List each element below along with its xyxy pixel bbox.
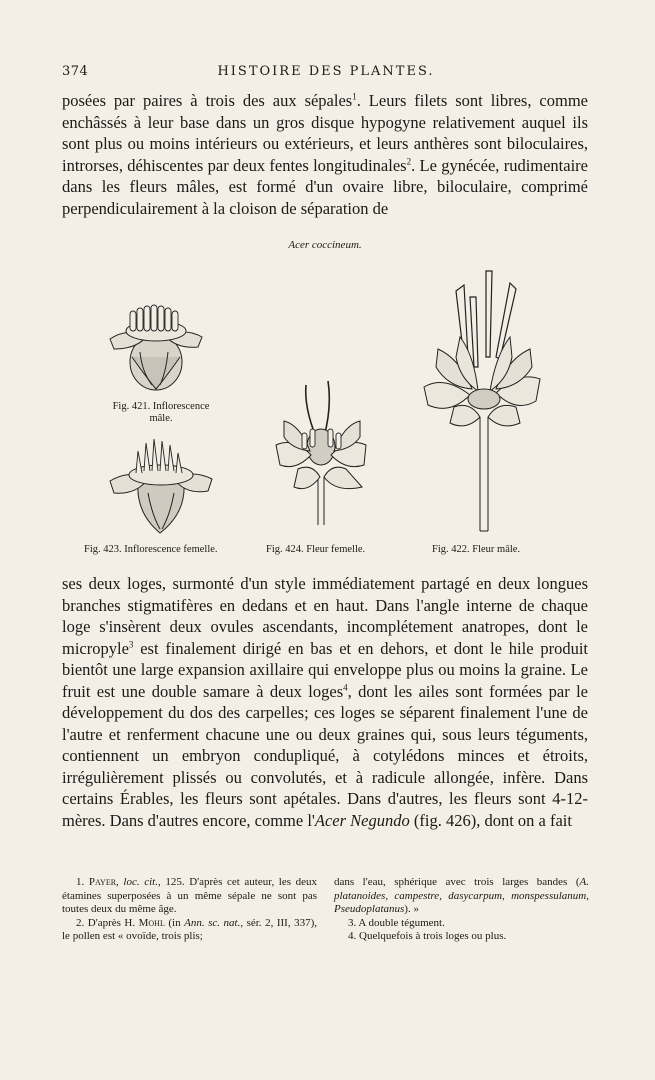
footnote-4 [334, 930, 589, 944]
footnote-text: dans l'eau, sphérique avec trois larges bandes ( [334, 876, 580, 888]
page-header [62, 64, 590, 84]
footnote-author: Mohl [138, 916, 165, 929]
footnote-number: 4. [348, 930, 357, 942]
fig423-caption: Fig. 423. Inflorescence femelle. [84, 544, 218, 555]
footnote-species: A. platanoides, campestre, dasycarpum, monspessulanum, Pseudoplatanus [334, 876, 589, 915]
footnote-number: 1. [76, 876, 85, 888]
footnote-2 [62, 917, 317, 944]
footnote-3 [334, 917, 589, 931]
text-segment: . Leurs filets sont libres, comme enchâssés à leur base dans un gros disque hypogyne relativement auquel ils sont plus ou moins intérieurs ou extérieurs, et leurs anthères sont biloculaires, introrses, déhiscentes par deux fentes longitudinales [62, 91, 588, 175]
footnote-text: , sér. 2, III, 337), le pollen est « ovoïde, trois plis; [62, 916, 317, 942]
footnote-text: ). » [404, 903, 419, 915]
footnote-ref: 1 [352, 91, 357, 102]
text-segment: , dont les ailes sont formées par le développement du dos des carpelles; ces loges se séparent finalement l'une de l'autre et renferment chacune une ou deux graines qui, sous leurs téguments, contiennent un embryon condupliqué, à cotylédons minces et étroits, irrégulièrement plissés ou convolutés, et à radicule allongée, infère. Dans certains Érables, les fleurs sont apétales. Dans d'autres, les fleurs sont 4-12-mères. Dans d'autres encore, comme l' [62, 681, 588, 830]
footnote-text: A double tégument. [358, 916, 445, 929]
text-segment: ses deux loges, surmonté d'un style immédiatement partagé en deux longues branches stigmatifères en dedans et en haut. Dans l'angle interne de chaque loge s'insèrent deux ovules ascendants, incomplétement anatropes, dont le micropyle [62, 574, 588, 658]
body-paragraph-top [62, 90, 588, 219]
caption-line: mâle. [149, 413, 173, 424]
footnote-text: Quelquefois à trois loges ou plus. [359, 930, 507, 942]
fig422-caption: Fig. 422. Fleur mâle. [432, 544, 521, 555]
fig424-caption: Fig. 424. Fleur femelle. [266, 544, 366, 555]
footnote-journal: Ann. sc. nat. [184, 916, 241, 929]
fig422-male-flower-illustration [420, 267, 544, 537]
running-title: HISTOIRE DES PLANTES. [217, 64, 435, 79]
footnote-ref: 4 [343, 682, 348, 692]
footnotes-left-column [62, 876, 317, 944]
footnote-1: 1. Payer, loc. cit., 125. D'après cet auteur, les deux étamines superposées à un même sépale ne sont pas toutes deux du même âge. [62, 876, 318, 915]
page-number: 374 [62, 64, 89, 79]
text-segment: . Le gynécée, rudimentaire dans les fleurs mâles, est formé d'un ovaire libre, biloculaire, comprimé perpendiculairement à la cloison de séparation de [62, 155, 588, 218]
fig423-female-inflorescence-illustration [108, 433, 214, 535]
text-segment: est finalement dirigé en bas et en dehors, et dont le hile produit bientôt une large expansion axillaire qui enveloppe plus ou moins la graine. Le fruit est une double samare à deux loges [62, 638, 588, 701]
footnote-2-continued [334, 876, 589, 917]
figure-title: Acer coccineum. [288, 239, 362, 251]
species-name: Acer Negundo [314, 810, 410, 830]
footnotes-right-column [334, 876, 589, 944]
fig421-caption [106, 401, 216, 425]
footnote-ref: 2 [406, 156, 412, 166]
botanical-figure [62, 255, 588, 555]
text-segment: posées par paires à trois des aux sépales [62, 91, 353, 110]
fig424-female-flower-illustration [266, 377, 378, 527]
footnote-number: 2. [76, 916, 85, 929]
footnote-author: Payer [88, 876, 117, 888]
footnote-number: 3. [348, 916, 357, 929]
footnote-text: D'après H. [87, 916, 139, 929]
footnote-text: (in [164, 916, 185, 929]
text-segment: (fig. 426), dont on a fait [409, 810, 572, 830]
footnote-text: , 125. D'après cet auteur, les deux étamines superposées à un même sépale ne sont pas toutes deux du même âge. [62, 876, 318, 915]
body-paragraph-bottom [62, 573, 588, 831]
caption-line: Fig. 421. Inflorescence [112, 401, 210, 412]
fig421-male-inflorescence-illustration [106, 297, 206, 397]
footnote-reference: loc. cit. [123, 876, 158, 888]
footnote-ref: 3 [128, 639, 134, 649]
